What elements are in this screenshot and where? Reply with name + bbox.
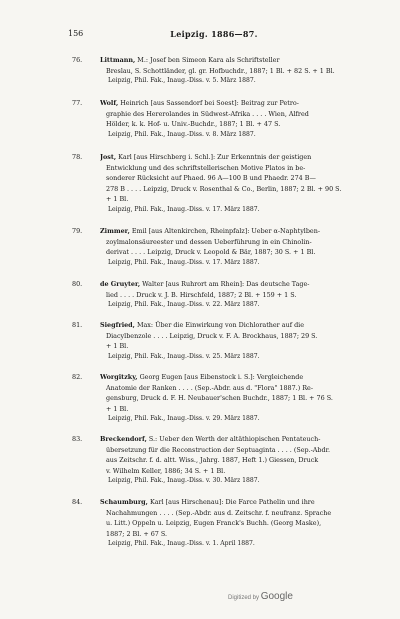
author-name: Schaumburg,	[100, 498, 148, 506]
entry-line: Anatomie der Ranken . . . . (Sep.-Abdr. aus d. "Flora" 1887.) Re-	[106, 383, 313, 392]
dissertation-note: Leipzig, Phil. Fak., Inaug.-Diss. v. 29. März 1887.	[108, 415, 260, 423]
entry-line: Hölder, k. k. Hof- u. Univ.-Buchdr., 1887; 1 Bl. + 47 S.	[106, 120, 281, 129]
entry-line: S.: Ueber den Werth der altäthiopischen Pentateuch-	[148, 435, 321, 443]
entry-line: u. Litt.) Oppeln u. Leipzig, Eugen Franck's Buchh. (Georg Maske),	[106, 519, 322, 528]
entry-line: + 1 Bl.	[106, 404, 129, 413]
entry-line: Walter [aus Ruhrort am Rhein]: Das deutsche Tage-	[142, 280, 310, 288]
dissertation-note: Leipzig, Phil. Fak., Inaug.-Diss. v. 25. März 1887.	[108, 352, 260, 360]
entry-number: 77.	[72, 99, 83, 107]
digitization-watermark	[228, 591, 293, 602]
entry-number: 79.	[72, 227, 83, 235]
entry-line: Breslau, S. Schottländer, gl. gr. Hofbuchdr., 1887; 1 Bl. + 82 S. + 1 Bl.	[106, 66, 335, 75]
watermark-prefix: Digitized by	[228, 595, 260, 601]
dissertation-note: Leipzig, Phil. Fak., Inaug.-Diss. v. 17. März 1887.	[108, 205, 260, 213]
page-header	[68, 28, 360, 40]
author-name: Wolf,	[100, 99, 119, 107]
dissertation-note: Leipzig, Phil. Fak., Inaug.-Diss. v. 22. März 1887.	[108, 301, 260, 309]
entry-line: graphie des Hererolandes in Südwest-Afrika . . . . Wien, Alfred	[106, 109, 309, 118]
entry-line: Entwicklung und des schriftstellerischen Motive Platos in be-	[106, 163, 306, 172]
entry-line: Karl [aus Hirschberg i. Schl.]: Zur Erkenntnis der geistigen	[118, 153, 312, 161]
entry-number: 76.	[72, 56, 83, 64]
entry-number: 83.	[72, 435, 83, 443]
page-number: 156	[68, 29, 84, 38]
entry-line: übersetzung für die Reconstruction der Septuaginta . . . . (Sep.-Abdr.	[106, 445, 330, 454]
entry-line: 1887; 2 Bl. + 67 S.	[106, 529, 168, 538]
entry-line: Diacylbenzole . . . . Leipzig, Druck v. F. A. Brockhaus, 1887; 29 S.	[106, 331, 318, 340]
entry-number: 82.	[72, 373, 83, 381]
entry-line: gensburg, Druck d. F. H. Neubauer'schen Buchdr., 1887; 1 Bl. + 76 S.	[106, 394, 333, 403]
running-title: Leipzig. 1886—87.	[170, 29, 258, 39]
entry-line: Nachahmungen . . . . (Sep.-Abdr. aus d. Zeitschr. f. neufranz. Sprache	[106, 508, 332, 517]
author-name: Worgitzky,	[100, 373, 138, 381]
author-name: Littmann,	[100, 56, 136, 64]
entry-line: v. Wilhelm Keller, 1886; 34 S. + 1 Bl.	[106, 466, 226, 475]
dissertation-note: Leipzig, Phil. Fak., Inaug.-Diss. v. 5. März 1887.	[108, 77, 256, 85]
author-name: Siegfried,	[100, 321, 135, 329]
entry-line: Karl [aus Hirschenau]: Die Farce Pathelin und ihre	[149, 498, 315, 506]
dissertation-note: Leipzig, Phil. Fak., Inaug.-Diss. v. 17. März 1887.	[108, 258, 260, 266]
entry-number: 78.	[72, 153, 83, 161]
dissertation-note: Leipzig, Phil. Fak., Inaug.-Diss. v. 8. März 1887.	[108, 130, 256, 138]
entry-line: aus Zeitschr. f. d. altt. Wiss., Jahrg. 1887, Heft 1.) Giessen, Druck	[106, 456, 319, 465]
entry-line: Heinrich [aus Sassendorf bei Soest]: Beitrag zur Petro-	[120, 99, 299, 107]
author-name: de Gruyter,	[100, 280, 141, 288]
entry-line: zoylmalonsäureester und dessen Ueberführung in ein Chinolin-	[106, 237, 312, 246]
entry-number: 80.	[72, 280, 83, 288]
entry-line: sonderer Rücksicht auf Phaed. 96 A—100 B und Phaedr. 274 B—	[106, 174, 316, 183]
author-name: Zimmer,	[100, 227, 130, 235]
author-name: Breckendorf,	[100, 435, 147, 443]
entry-line: Emil [aus Altenkirchen, Rheinpfalz]: Ueber α-Naphtylben-	[131, 227, 320, 235]
author-name: Jost,	[100, 153, 117, 161]
entry-line: lied . . . . Druck v. J. B. Hirschfeld, 1887; 2 Bl. + 159 + 1 S.	[106, 290, 297, 299]
entry-number: 81.	[72, 321, 83, 329]
entry-line: M.: Josef ben Simeon Kara als Schriftsteller	[137, 56, 280, 64]
entry-line: Max: Über die Einwirkung von Dichlorather auf die	[136, 321, 305, 329]
entry-line: 278 B . . . . Leipzig, Druck v. Rosenthal & Co., Berlin, 1887; 2 Bl. + 90 S.	[106, 184, 342, 193]
entry-number: 84.	[72, 498, 83, 506]
entry-line: Georg Eugen [aus Eibenstock i. S.]: Vergleichende	[139, 373, 304, 381]
watermark-brand: Google	[260, 591, 293, 602]
entry-line: derivat . . . . Leipzig, Druck v. Leopold & Bär, 1887; 30 S. + 1 Bl.	[106, 248, 316, 257]
dissertation-note: Leipzig, Phil. Fak., Inaug.-Diss. v. 30. März 1887.	[108, 477, 260, 485]
entry-line: + 1 Bl.	[106, 342, 129, 351]
dissertation-note: Leipzig, Phil. Fak., Inaug.-Diss. v. 1. April 1887.	[108, 540, 255, 548]
entry-line: + 1 Bl.	[106, 195, 129, 204]
